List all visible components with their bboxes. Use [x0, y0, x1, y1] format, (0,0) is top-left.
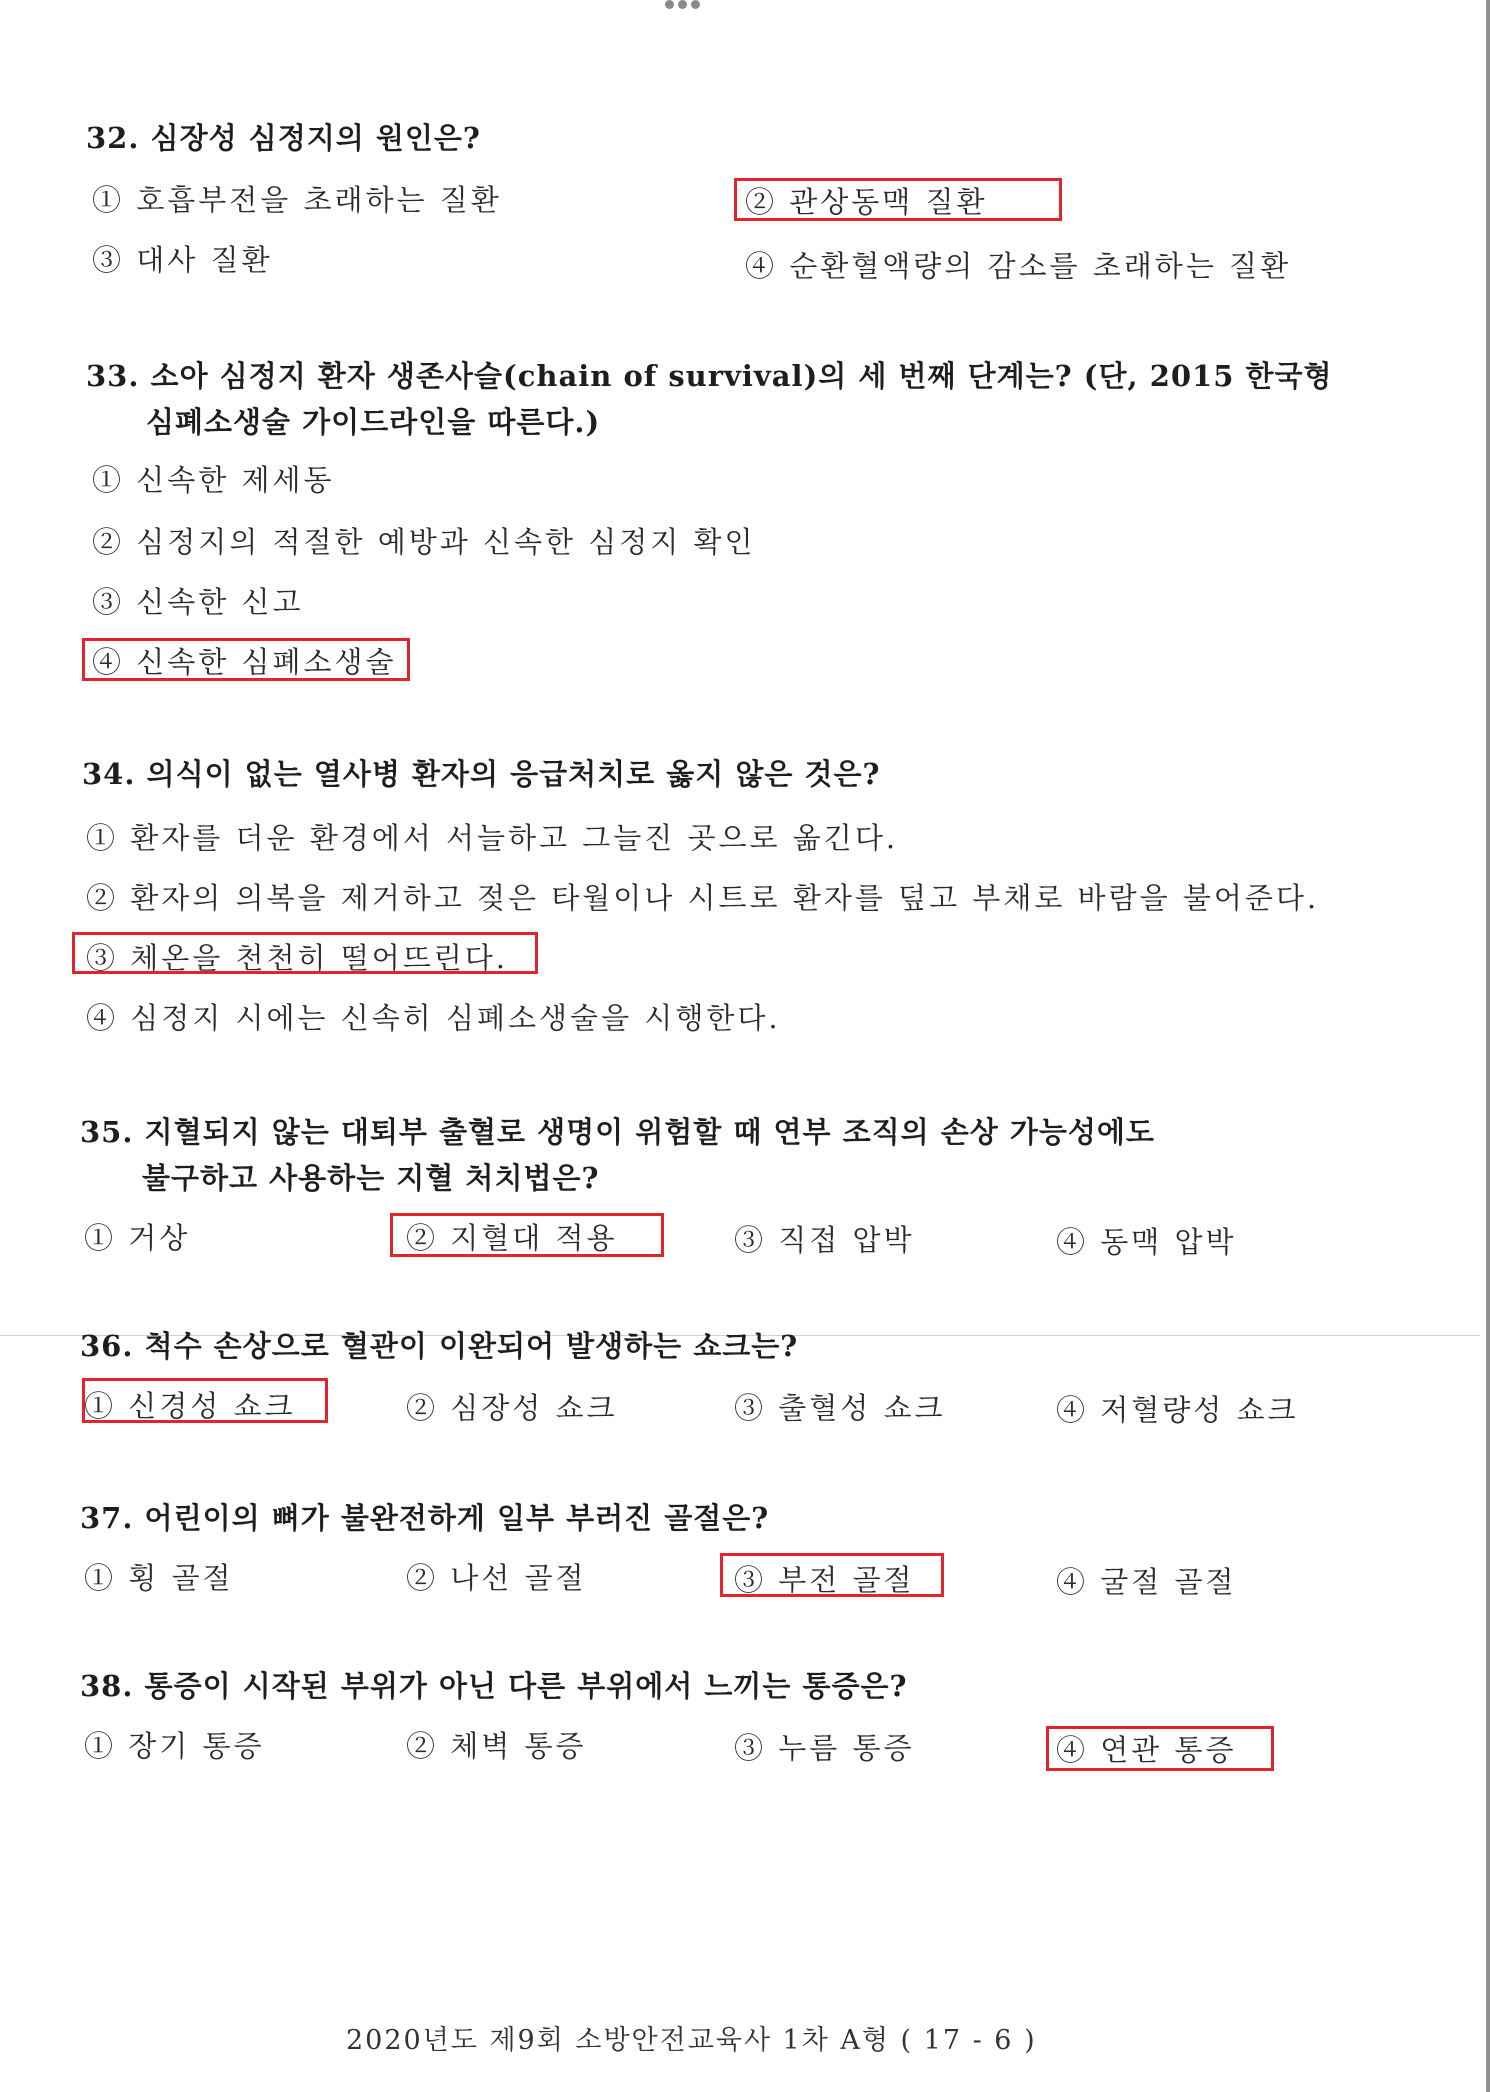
answer-highlight-box: [82, 1378, 328, 1423]
question-title-line2: 불구하고 사용하는 지혈 처치법은?: [142, 1161, 600, 1195]
option-1: ① 호흡부전을 초래하는 질환: [92, 183, 502, 217]
option-4: ④ 심정지 시에는 신속히 심폐소생술을 시행한다.: [86, 1001, 781, 1035]
answer-highlight-box: [1046, 1726, 1274, 1771]
option-3: ③ 부전 골절: [734, 1563, 915, 1597]
question-title: 36. 척수 손상으로 혈관이 이완되어 발생하는 쇼크는?: [80, 1329, 799, 1363]
option-1: ① 신속한 제세동: [92, 463, 335, 497]
option-4: ④ 연관 통증: [1056, 1733, 1237, 1767]
option-3: ③ 체온을 천천히 떨어뜨린다.: [86, 941, 509, 975]
question-title: 32. 심장성 심정지의 원인은?: [86, 121, 481, 155]
option-3: ③ 직접 압박: [734, 1223, 915, 1257]
option-2: ② 나선 골절: [406, 1561, 587, 1595]
option-2: ② 환자의 의복을 제거하고 젖은 타월이나 시트로 환자를 덮고 부채로 바람을 불어준다.: [86, 881, 1320, 915]
option-1: ① 장기 통증: [84, 1729, 265, 1763]
option-1: ① 횡 골절: [84, 1561, 234, 1595]
option-4: ④ 저혈량성 쇼크: [1056, 1393, 1299, 1427]
page-top-marker: [665, 0, 704, 13]
option-3: ③ 대사 질환: [92, 243, 273, 277]
option-3: ③ 출혈성 쇼크: [734, 1391, 946, 1425]
answer-highlight-box: [72, 932, 538, 974]
option-2: ② 심정지의 적절한 예방과 신속한 심정지 확인: [92, 525, 756, 559]
answer-highlight-box: [82, 638, 410, 681]
option-2: ② 관상동맥 질환: [745, 185, 988, 219]
option-1: ① 신경성 쇼크: [84, 1389, 296, 1423]
option-4: ④ 굴절 골절: [1056, 1565, 1237, 1599]
option-3: ③ 신속한 신고: [92, 585, 304, 619]
option-3: ③ 누름 통증: [734, 1731, 915, 1765]
answer-highlight-box: [720, 1553, 944, 1597]
page-footer: 2020년도 제9회 소방안전교육사 1차 A형 ( 17 - 6 ): [346, 2025, 1037, 2056]
question-title: 37. 어린이의 뼈가 불완전하게 일부 부러진 골절은?: [80, 1501, 770, 1535]
option-4: ④ 신속한 심폐소생술: [92, 645, 397, 679]
question-title-line1: 33. 소아 심정지 환자 생존사슬(chain of survival)의 세 번째 단계는? (단, 2015 한국형: [86, 359, 1333, 393]
question-title: 38. 통증이 시작된 부위가 아닌 다른 부위에서 느끼는 통증은?: [80, 1669, 908, 1703]
option-1: ① 거상: [84, 1221, 191, 1255]
option-2: ② 체벽 통증: [406, 1729, 587, 1763]
option-4: ④ 순환혈액량의 감소를 초래하는 질환: [745, 249, 1292, 283]
option-4: ④ 동맥 압박: [1056, 1225, 1237, 1259]
scan-edge: [1486, 0, 1490, 2092]
option-2: ② 지혈대 적용: [406, 1221, 618, 1255]
answer-highlight-box: [734, 178, 1062, 221]
option-1: ① 환자를 더운 환경에서 서늘하고 그늘진 곳으로 옮긴다.: [86, 821, 899, 855]
question-title-line1: 35. 지혈되지 않는 대퇴부 출혈로 생명이 위험할 때 연부 조직의 손상 가능성에도: [80, 1115, 1155, 1149]
question-title-line2: 심폐소생술 가이드라인을 따른다.): [146, 405, 601, 439]
question-title: 34. 의식이 없는 열사병 환자의 응급처치로 옳지 않은 것은?: [82, 757, 881, 791]
answer-highlight-box: [390, 1213, 664, 1257]
option-2: ② 심장성 쇼크: [406, 1391, 618, 1425]
